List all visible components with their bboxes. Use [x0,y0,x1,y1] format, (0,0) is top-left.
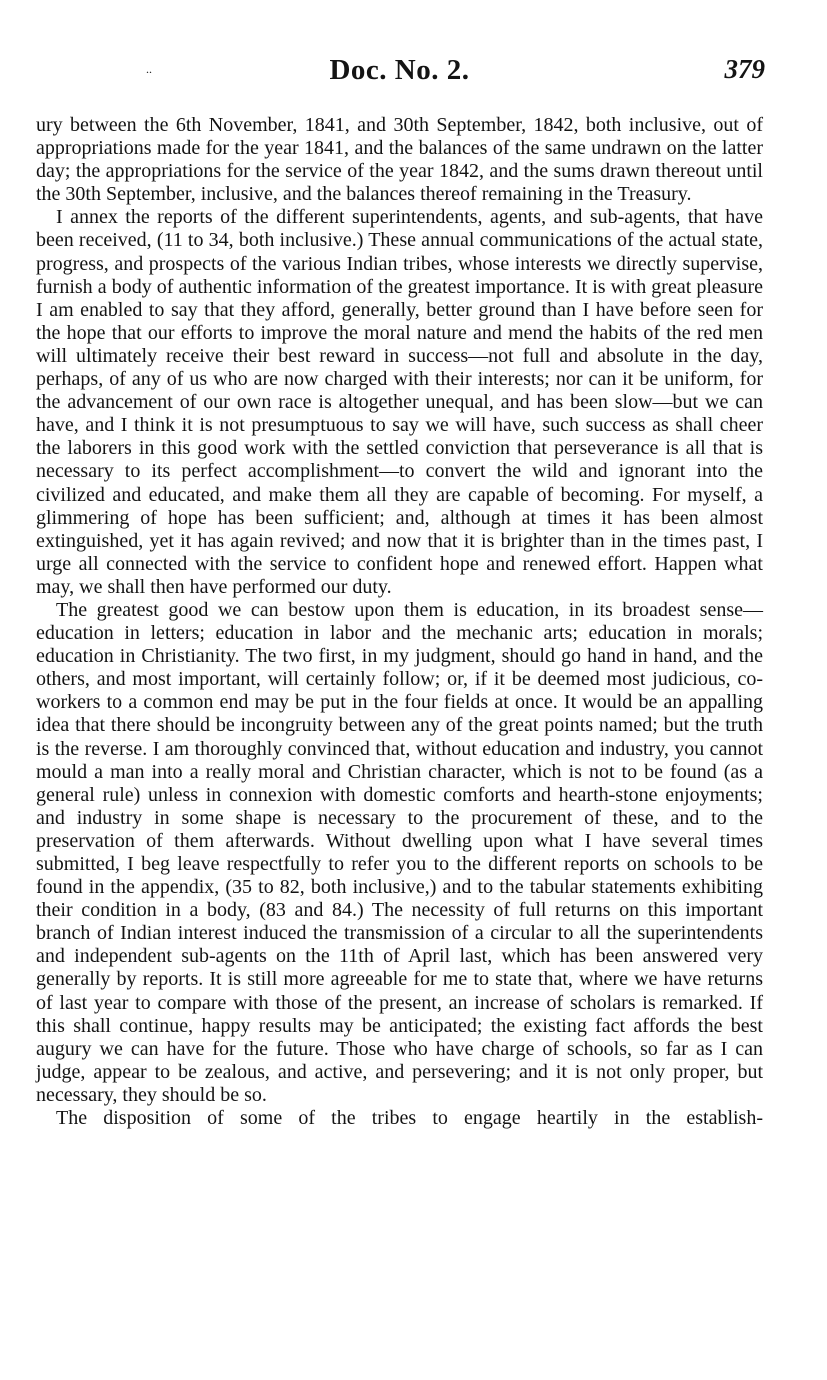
paragraph-education: The greatest good we can bestow upon them is education, in its broadest sense—education in letters; education in labor and the mechanic arts; education in morals; education in Christianity. The two first, in my judgment, should go hand in hand, and the others, and most important, will certainly follow; or, if it be deemed most judicious, co-workers to a common end may be put in the four fields at once. It would be an appalling idea that there should be incongruity between any of the great points named; but the truth is the reverse. I am thoroughly convinced that, without education and industry, you cannot mould a man into a really moral and Christian character, which is not to be found (as a general rule) unless in connexion with domestic comforts and hearth-stone enjoyments; and industry in some shape is necessary to the procurement of these, and to the preservation of them afterwards. Without dwelling upon what I have several times submitted, I beg leave respectfully to refer you to the different reports on schools to be found in the appendix, (35 to 82, both inclusive,) and to the tabular statements exhibiting their condition in a body, (83 and 84.) The necessity of full returns on this important branch of Indian interest induced the transmission of a circular to all the superintendents and independent sub-agents on the 11th of April last, which has been answered very generally by reports. It is still more agreeable for me to state that, where we have returns of last year to compare with those of the present, an increase of scholars is remarked. If this shall continue, happy results may be anticipated; the existing fact affords the best augury we can have for the future. Those who have charge of schools, so far as I can judge, appear to be zealous, and active, and persevering; and it is not only proper, but necessary, they should be so. [36,598,763,1106]
running-title: Doc. No. 2. [329,54,470,86]
document-page [36,52,763,1130]
page-number: 379 [724,54,765,84]
header-mark: .. [146,62,152,76]
paragraph-continuation: ury between the 6th November, 1841, and 30th September, 1842, both inclusive, out of appropriations made for the year 1841, and the balances of the same undrawn on the latter day; the appropriations for the service of the year 1842, and the sums drawn thereout until the 30th September, inclusive, and the balances thereof remaining in the Treasury. [36,114,763,206]
page-header [36,52,763,98]
paragraph-disposition: The disposition of some of the tribes to engage heartily in the establish- [56,1107,763,1130]
paragraph-reports: I annex the reports of the different superintendents, agents, and sub-agents, that have been received, (11 to 34, both inclusive.) These annual communications of the actual state, progress, and prospects of the various Indian tribes, whose interests we directly supervise, furnish a body of authentic information of the greatest importance. It is with great pleasure I am enabled to say that they afford, generally, better ground than I have before seen for the hope that our efforts to improve the moral nature and mend the habits of the red men will ultimately receive their best reward in success—not full and absolute in the day, perhaps, of any of us who are now charged with their interests; nor can it be uniform, for the advancement of our own race is altogether unequal, and has been slow—but we can have, and I think it is not presumptuous to say we will have, such success as shall cheer the laborers in this good work with the settled conviction that perseverance is all that is necessary to its perfect accomplishment—to convert the wild and ignorant into the civilized and educated, and make them all they are capable of becoming. For myself, a glimmering of hope has been sufficient; and, although at times it has been almost extinguished, yet it has again revived; and now that it is brighter than in the times past, I urge all connected with the service to confident hope and renewed effort. Happen what may, we shall then have performed our duty. [36,206,763,598]
body-text [36,114,763,1130]
